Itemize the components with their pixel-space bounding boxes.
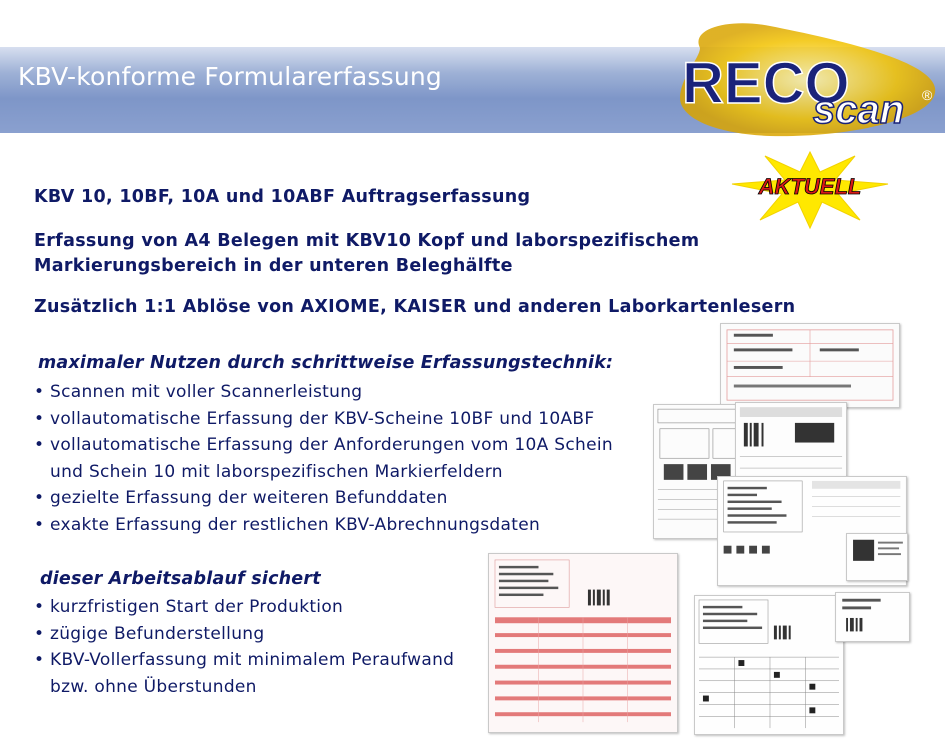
form-thumbnail-7 (846, 533, 908, 581)
svg-text:®: ® (922, 87, 933, 103)
benefits-list (34, 379, 613, 539)
recoscan-logo (660, 18, 945, 158)
form-thumbnail-8 (835, 592, 910, 642)
list-item: • zügige Befunderstellung (34, 623, 265, 644)
intro-line-3: Zusätzlich 1:1 Ablöse von AXIOME, KAISER und anderen Laborkartenlesern (34, 297, 796, 317)
form-thumbnail-5 (488, 553, 678, 733)
intro-line-2b: Markierungsbereich in der unteren Beleghälfte (34, 256, 513, 276)
list-item-continuation: bzw. ohne Überstunden (50, 676, 257, 697)
intro-line-2a: Erfassung von A4 Belegen mit KBV10 Kopf und laborspezifischem (34, 231, 700, 251)
form-thumbnail-6 (694, 595, 844, 735)
svg-text:scan: scan (813, 88, 905, 132)
list-item: • vollautomatische Erfassung der Anforderungen vom 10A Schein (34, 435, 613, 456)
list-item: • exakte Erfassung der restlichen KBV-Abrechnungsdaten (34, 514, 541, 535)
intro-line-1: KBV 10, 10BF, 10A und 10ABF Auftragserfassung (34, 187, 531, 207)
benefits-heading: maximaler Nutzen durch schrittweise Erfassungstechnik: (38, 353, 614, 373)
list-item: • Scannen mit voller Scannerleistung (34, 382, 363, 402)
form-thumbnail-1 (720, 323, 900, 408)
svg-text:AKTUELL: AKTUELL (758, 174, 862, 199)
workflow-list (34, 594, 454, 700)
list-item-continuation: und Schein 10 mit laborspezifischen Markierfeldern (50, 461, 503, 482)
svg-text:RECO: RECO (682, 51, 850, 116)
list-item: • vollautomatische Erfassung der KBV-Scheine 10BF und 10ABF (34, 408, 595, 429)
intro-line-2 (34, 229, 814, 279)
workflow-heading: dieser Arbeitsablauf sichert (40, 569, 321, 589)
list-item: • gezielte Erfassung der weiteren Befunddaten (34, 488, 448, 509)
list-item: • kurzfristigen Start der Produktion (34, 597, 344, 617)
page-title: KBV-konforme Formularerfassung (18, 62, 442, 91)
aktuell-badge (730, 150, 890, 230)
list-item: • KBV-Vollerfassung mit minimalem Peraufwand (34, 650, 455, 671)
